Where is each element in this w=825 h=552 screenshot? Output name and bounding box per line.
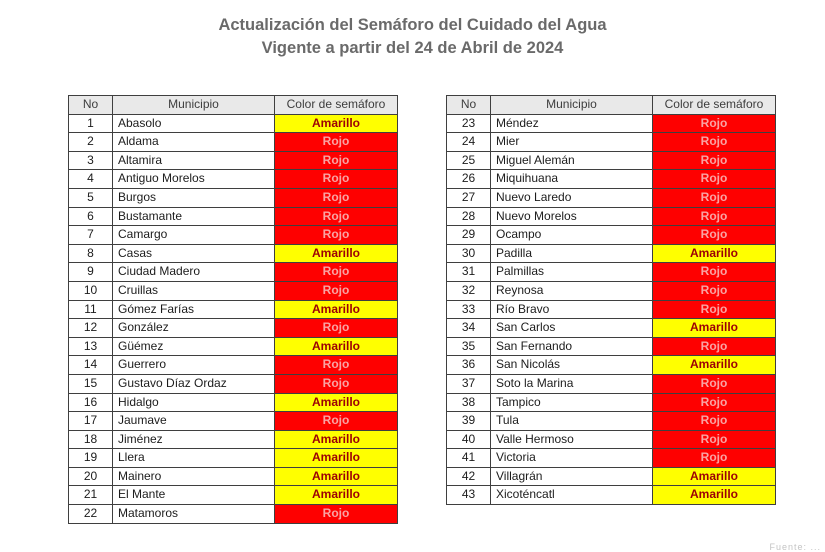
row-number-cell: 10 [69,281,113,300]
table-row [447,300,776,319]
semaphore-cell: Rojo [653,133,776,152]
row-number-cell: 34 [447,319,491,338]
semaphore-cell: Amarillo [275,486,398,505]
table-row [69,374,398,393]
semaphore-cell: Rojo [653,226,776,245]
municipality-cell: Ciudad Madero [113,263,275,282]
semaphore-cell: Rojo [275,188,398,207]
row-number-cell: 17 [69,412,113,431]
row-number-cell: 26 [447,170,491,189]
table-row [447,337,776,356]
table-row [69,449,398,468]
row-number-cell: 5 [69,188,113,207]
municipality-cell: Hidalgo [113,393,275,412]
row-number-cell: 13 [69,337,113,356]
row-number-cell: 27 [447,188,491,207]
municipality-cell: Ocampo [491,226,653,245]
municipality-cell: Victoria [491,449,653,468]
municipality-cell: Mainero [113,467,275,486]
municipality-cell: Gustavo Díaz Ordaz [113,374,275,393]
municipality-cell: Llera [113,449,275,468]
semaphore-cell: Rojo [653,151,776,170]
municipality-cell: San Fernando [491,337,653,356]
semaphore-cell: Rojo [275,281,398,300]
page-title [0,14,825,60]
table-row [69,393,398,412]
semaphore-cell: Rojo [653,263,776,282]
table-row [447,430,776,449]
row-number-cell: 25 [447,151,491,170]
table-row [447,244,776,263]
municipality-cell: Soto la Marina [491,374,653,393]
column-header-semaforo: Color de semáforo [653,96,776,115]
semaphore-cell: Rojo [275,374,398,393]
municipality-cell: Casas [113,244,275,263]
municipality-cell: Miguel Alemán [491,151,653,170]
municipality-cell: Villagrán [491,467,653,486]
semaphore-cell: Rojo [275,319,398,338]
table-row [69,319,398,338]
row-number-cell: 18 [69,430,113,449]
row-number-cell: 22 [69,505,113,524]
semaphore-cell: Amarillo [653,467,776,486]
municipality-cell: San Carlos [491,319,653,338]
semaphore-cell: Rojo [653,449,776,468]
table-row [69,412,398,431]
table-row [447,319,776,338]
row-number-cell: 3 [69,151,113,170]
table-row [447,356,776,375]
table-row [69,486,398,505]
semaphore-cell: Rojo [275,356,398,375]
municipality-cell: Miquihuana [491,170,653,189]
semaphore-cell: Rojo [653,374,776,393]
municipality-cell: Reynosa [491,281,653,300]
table-row [447,188,776,207]
table-row [447,281,776,300]
municipality-cell: Nuevo Morelos [491,207,653,226]
row-number-cell: 2 [69,133,113,152]
municipality-cell: El Mante [113,486,275,505]
table-row [69,207,398,226]
municipality-cell: Jaumave [113,412,275,431]
table-row [447,133,776,152]
semaphore-cell: Amarillo [653,319,776,338]
column-header-no: No [447,96,491,115]
table-row [69,337,398,356]
municipality-cell: Nuevo Laredo [491,188,653,207]
semaphore-cell: Rojo [653,207,776,226]
table-row [447,467,776,486]
row-number-cell: 8 [69,244,113,263]
semaphore-cell: Rojo [653,412,776,431]
semaphore-cell: Rojo [653,170,776,189]
municipality-cell: Antiguo Morelos [113,170,275,189]
row-number-cell: 43 [447,486,491,505]
source-note: Fuente: ... [769,542,821,552]
table-row [447,449,776,468]
semaphore-cell: Amarillo [275,114,398,133]
row-number-cell: 23 [447,114,491,133]
page-title-line2: Vigente a partir del 24 de Abril de 2024 [261,39,564,57]
municipality-cell: Padilla [491,244,653,263]
semaphore-cell: Rojo [653,114,776,133]
municipality-cell: Burgos [113,188,275,207]
municipality-cell: Güémez [113,337,275,356]
table-row [69,505,398,524]
column-header-semaforo: Color de semáforo [275,96,398,115]
municipality-cell: Matamoros [113,505,275,524]
municipality-cell: Xicoténcatl [491,486,653,505]
semaphore-cell: Amarillo [653,486,776,505]
row-number-cell: 21 [69,486,113,505]
row-number-cell: 40 [447,430,491,449]
row-number-cell: 6 [69,207,113,226]
semaphore-cell: Rojo [275,226,398,245]
row-number-cell: 12 [69,319,113,338]
table-row [447,226,776,245]
municipality-cell: Guerrero [113,356,275,375]
municipality-cell: Bustamante [113,207,275,226]
semaphore-table-right [446,95,776,505]
table-row [447,412,776,431]
semaphore-cell: Amarillo [275,244,398,263]
table-row [447,207,776,226]
row-number-cell: 14 [69,356,113,375]
semaphore-table-left [68,95,398,524]
municipality-cell: Tula [491,412,653,431]
semaphore-cell: Amarillo [275,300,398,319]
semaphore-cell: Rojo [275,151,398,170]
table-row [447,170,776,189]
row-number-cell: 16 [69,393,113,412]
municipality-cell: Valle Hermoso [491,430,653,449]
row-number-cell: 41 [447,449,491,468]
row-number-cell: 11 [69,300,113,319]
table-row [69,300,398,319]
table-row [69,356,398,375]
municipality-cell: Camargo [113,226,275,245]
semaphore-cell: Rojo [653,393,776,412]
semaphore-cell: Amarillo [653,244,776,263]
municipality-cell: Tampico [491,393,653,412]
semaphore-cell: Amarillo [653,356,776,375]
row-number-cell: 33 [447,300,491,319]
row-number-cell: 4 [69,170,113,189]
semaphore-cell: Rojo [653,188,776,207]
table-row [69,114,398,133]
row-number-cell: 15 [69,374,113,393]
row-number-cell: 24 [447,133,491,152]
table-row [69,226,398,245]
municipality-cell: Jiménez [113,430,275,449]
row-number-cell: 42 [447,467,491,486]
row-number-cell: 19 [69,449,113,468]
table-row [69,151,398,170]
semaphore-cell: Rojo [653,281,776,300]
table-row [69,430,398,449]
table-row [447,263,776,282]
table-row [447,486,776,505]
municipality-cell: González [113,319,275,338]
column-header-no: No [69,96,113,115]
municipality-cell: Gómez Farías [113,300,275,319]
table-row [69,281,398,300]
municipality-cell: Aldama [113,133,275,152]
table-row [447,374,776,393]
semaphore-cell: Amarillo [275,449,398,468]
table-row [447,393,776,412]
table-row [69,467,398,486]
row-number-cell: 36 [447,356,491,375]
row-number-cell: 30 [447,244,491,263]
semaphore-cell: Rojo [275,133,398,152]
semaphore-cell: Rojo [653,337,776,356]
table-row [69,244,398,263]
row-number-cell: 37 [447,374,491,393]
row-number-cell: 20 [69,467,113,486]
table-right-container [446,95,776,505]
row-number-cell: 29 [447,226,491,245]
municipality-cell: Altamira [113,151,275,170]
municipality-cell: Abasolo [113,114,275,133]
municipality-cell: Mier [491,133,653,152]
municipality-cell: Palmillas [491,263,653,282]
table-header-row [447,96,776,115]
semaphore-cell: Amarillo [275,467,398,486]
column-header-municipio: Municipio [113,96,275,115]
table-row [69,170,398,189]
municipality-cell: San Nicolás [491,356,653,375]
row-number-cell: 39 [447,412,491,431]
semaphore-cell: Rojo [275,207,398,226]
row-number-cell: 31 [447,263,491,282]
table-left-container [68,95,398,524]
row-number-cell: 28 [447,207,491,226]
column-header-municipio: Municipio [491,96,653,115]
row-number-cell: 38 [447,393,491,412]
page-title-line1: Actualización del Semáforo del Cuidado del Agua [218,16,607,34]
municipality-cell: Cruillas [113,281,275,300]
semaphore-cell: Rojo [275,263,398,282]
row-number-cell: 1 [69,114,113,133]
municipality-cell: Río Bravo [491,300,653,319]
semaphore-cell: Amarillo [275,393,398,412]
table-row [69,263,398,282]
table-row [69,133,398,152]
row-number-cell: 32 [447,281,491,300]
table-row [447,114,776,133]
table-row [447,151,776,170]
semaphore-cell: Rojo [275,170,398,189]
row-number-cell: 9 [69,263,113,282]
semaphore-cell: Rojo [275,412,398,431]
table-header-row [69,96,398,115]
semaphore-cell: Rojo [653,430,776,449]
row-number-cell: 35 [447,337,491,356]
municipality-cell: Méndez [491,114,653,133]
semaphore-cell: Rojo [275,505,398,524]
row-number-cell: 7 [69,226,113,245]
semaphore-cell: Amarillo [275,430,398,449]
table-row [69,188,398,207]
semaphore-cell: Amarillo [275,337,398,356]
semaphore-cell: Rojo [653,300,776,319]
